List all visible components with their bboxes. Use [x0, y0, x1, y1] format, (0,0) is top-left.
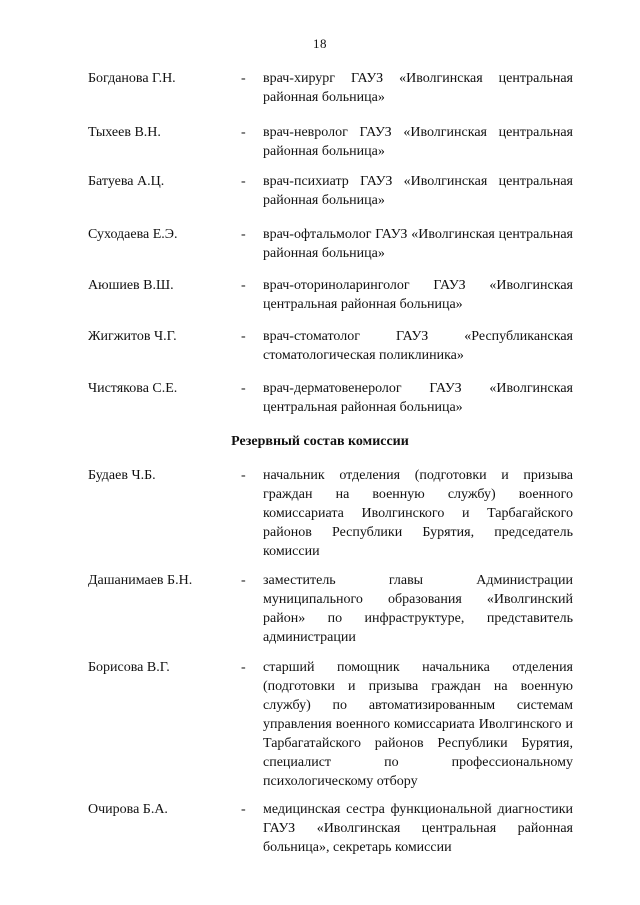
- member-position: врач-хирург ГАУЗ «Иволгинская центральная районная больница»: [263, 71, 573, 105]
- member-name: Будаев Ч.Б.: [88, 468, 156, 483]
- member-name: Борисова В.Г.: [88, 660, 170, 675]
- member-name: Батуева А.Ц.: [88, 174, 165, 189]
- member-name: Чистякова С.Е.: [88, 381, 178, 396]
- dash-separator: -: [241, 329, 246, 344]
- member-position: начальник отделения (подготовки и призыва граждан на военную службу) военного комиссариата Иволгинского и Тарбагайского районов Республики Бурятия, председатель комиссии: [263, 468, 573, 559]
- member-position: врач-дерматовенеролог ГАУЗ «Иволгинская центральная районная больница»: [263, 381, 573, 415]
- member-name: Жигжитов Ч.Г.: [88, 329, 177, 344]
- dash-separator: -: [241, 468, 246, 483]
- dash-separator: -: [241, 278, 246, 293]
- dash-separator: -: [241, 174, 246, 189]
- member-name: Тыхеев В.Н.: [88, 125, 161, 140]
- member-position: врач-офтальмолог ГАУЗ «Иволгинская центральная районная больница»: [263, 227, 573, 261]
- member-name: Очирова Б.А.: [88, 802, 168, 817]
- member-position: врач-психиатр ГАУЗ «Иволгинская центральная районная больница»: [263, 174, 573, 208]
- member-position: медицинская сестра функциональной диагностики ГАУЗ «Иволгинская центральная районная больница», секретарь комиссии: [263, 802, 573, 855]
- member-name: Суходаева Е.Э.: [88, 227, 178, 242]
- dash-separator: -: [241, 573, 246, 588]
- dash-separator: -: [241, 660, 246, 675]
- member-name: Дашанимаев Б.Н.: [88, 573, 193, 588]
- reserve-section-heading: Резервный состав комиссии: [231, 434, 409, 449]
- member-position: старший помощник начальника отделения (подготовки и призыва граждан на военную службу) по автоматизированным системам управления военного комиссариата Иволгинского и Тарбагатайского районов Республики Бурятия, специалист по профессиональному психологическому отбору: [263, 660, 573, 789]
- dash-separator: -: [241, 381, 246, 396]
- dash-separator: -: [241, 802, 246, 817]
- dash-separator: -: [241, 227, 246, 242]
- member-position: врач-стоматолог ГАУЗ «Республиканская стоматологическая поликлиника»: [263, 329, 573, 363]
- member-name: Богданова Г.Н.: [88, 71, 176, 86]
- dash-separator: -: [241, 125, 246, 140]
- member-position: врач-оториноларинголог ГАУЗ «Иволгинская центральная районная больница»: [263, 278, 573, 312]
- member-position: заместитель главы Администрации муниципального образования «Иволгинский район» по инфраструктуре, представитель администрации: [263, 573, 573, 645]
- member-name: Аюшиев В.Ш.: [88, 278, 174, 293]
- dash-separator: -: [241, 71, 246, 86]
- page-number: 18: [313, 36, 327, 51]
- member-position: врач-невролог ГАУЗ «Иволгинская центральная районная больница»: [263, 125, 573, 159]
